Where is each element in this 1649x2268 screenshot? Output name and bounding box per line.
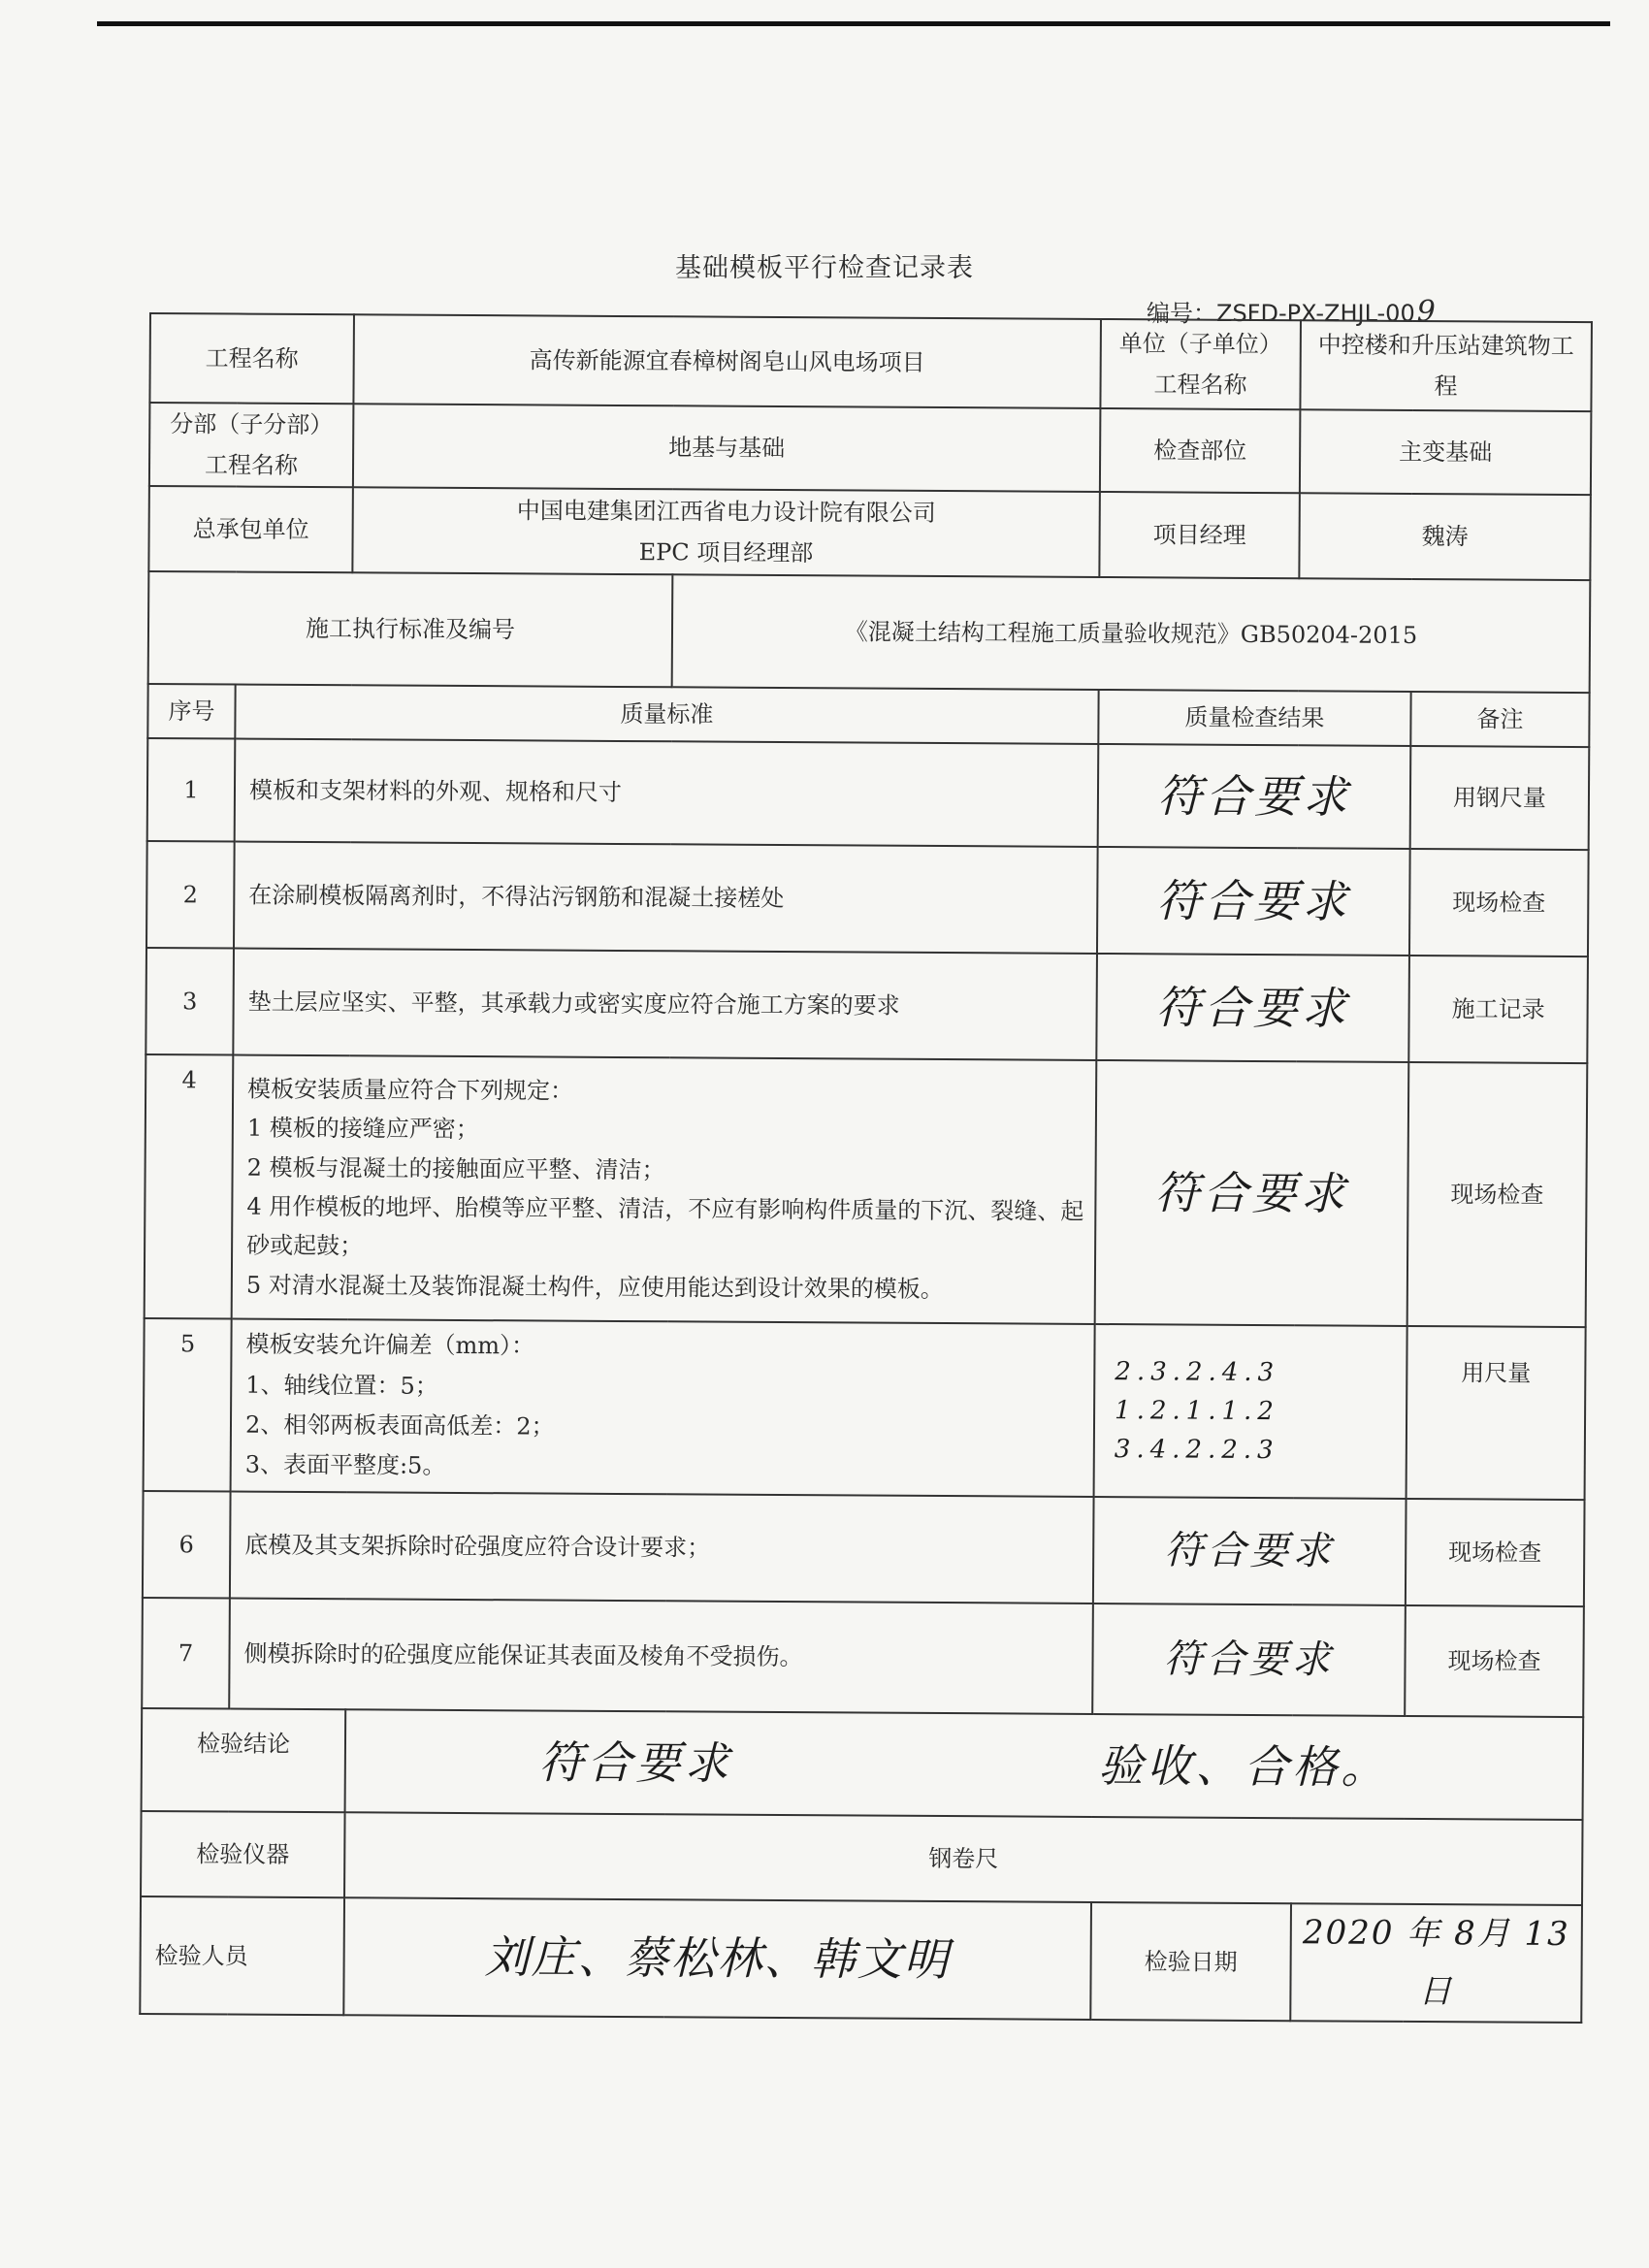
division-label: 分部（子分部） 工程名称 (149, 403, 354, 487)
conclusion-handwritten-2: 验收、合格。 (1098, 1738, 1390, 1794)
item-remark: 施工记录 (1408, 956, 1588, 1063)
column-remark: 备注 (1410, 692, 1589, 747)
standard-label: 施工执行标准及编号 (148, 571, 673, 687)
document-code-value: ZSFD-PX-ZHJL-00 (1216, 300, 1415, 327)
item-remark: 用钢尺量 (1410, 746, 1590, 850)
inspection-part-label: 检查部位 (1100, 408, 1301, 493)
inspector-handwritten: 刘庄、蔡松林、韩文明 (343, 1897, 1091, 2020)
inspector-label: 检验人员 (140, 1896, 344, 2015)
contractor-value: 中国电建集团江西省电力设计院有限公司 EPC 项目经理部 (352, 487, 1100, 577)
document-code-label: 编号： (1147, 300, 1216, 327)
item-standard: 垫土层应坚实、平整，其承载力或密实度应符合施工方案的要求 (233, 949, 1097, 1060)
table-row (146, 948, 1588, 1063)
item-remark: 现场检查 (1409, 849, 1589, 956)
division-value: 地基与基础 (353, 404, 1101, 492)
item-seq: 1 (147, 738, 236, 842)
table-row (145, 1054, 1588, 1327)
contractor-label: 总承包单位 (148, 486, 353, 572)
row-contractor (148, 486, 1591, 580)
item-result-handwritten: 符合要求 (1096, 954, 1409, 1062)
top-rule (97, 21, 1610, 26)
project-name-label: 工程名称 (149, 313, 354, 404)
item-standard: 模板安装允许偏差（mm）： 1、轴线位置：5； 2、相邻两板表面高低差：2； 3、表面平整度:5。 (231, 1319, 1095, 1497)
table-row (146, 841, 1589, 956)
table-row (143, 1491, 1585, 1606)
table-row (144, 1318, 1586, 1500)
item-remark: 用尺量 (1406, 1326, 1586, 1500)
item-result-handwritten: 2.3.2.4.3 1.2.1.1.2 3.4.2.2.3 (1094, 1324, 1407, 1499)
item-remark: 现场检查 (1407, 1062, 1588, 1327)
conclusion-cell (345, 1709, 1584, 1820)
item-remark: 现场检查 (1406, 1499, 1585, 1606)
item-result-handwritten: 符合要求 (1097, 847, 1410, 956)
inspection-part-value: 主变基础 (1300, 409, 1592, 495)
date-handwritten: 2020 年 8月 13 日 (1290, 1903, 1582, 2023)
instrument-value: 钢卷尺 (344, 1812, 1583, 1905)
item-result-handwritten: 符合要求 (1093, 1497, 1406, 1605)
row-inspector (140, 1896, 1582, 2023)
item-remark: 现场检查 (1405, 1605, 1584, 1717)
item-result-handwritten: 符合要求 (1095, 1060, 1409, 1326)
column-seq: 序号 (147, 684, 235, 739)
row-instrument (141, 1811, 1583, 1905)
item-result-handwritten: 符合要求 (1098, 744, 1411, 849)
row-standard (148, 571, 1591, 693)
item-standard: 底模及其支架拆除时砼强度应符合设计要求； (230, 1492, 1094, 1604)
unit-project-label: 单位（子单位） 工程名称 (1100, 319, 1301, 409)
item-standard: 侧模拆除时的砼强度应能保证其表面及棱角不受损伤。 (229, 1599, 1093, 1714)
item-seq: 4 (145, 1054, 234, 1319)
table-row (147, 738, 1590, 850)
item-seq: 3 (146, 948, 234, 1055)
conclusion-handwriting (356, 1722, 1572, 1807)
conclusion-label: 检验结论 (142, 1708, 346, 1812)
row-division (149, 403, 1591, 495)
row-column-headers (147, 684, 1589, 747)
column-result: 质量检查结果 (1098, 690, 1410, 746)
item-standard: 模板安装质量应符合下列规定： 1 模板的接缝应严密； 2 模板与混凝土的接触面应平整、清洁； 4 用作模板的地坪、胎模等应平整、清洁，不应有影响构件质量的下沉、裂缝、起砂或起鼓； 5 对清水混凝土及装饰混凝土构件，应使用能达到设计效果的模板。 (232, 1055, 1097, 1324)
item-standard: 在涂刷模板隔离剂时，不得沾污钢筋和混凝土接槎处 (234, 842, 1098, 954)
instrument-label: 检验仪器 (141, 1811, 345, 1897)
conclusion-handwritten-1: 符合要求 (538, 1735, 733, 1790)
inspection-form-table (139, 312, 1593, 2024)
column-standard: 质量标准 (235, 685, 1098, 744)
unit-project-value: 中控楼和升压站建筑物工程 (1300, 320, 1592, 411)
manager-value: 魏涛 (1299, 493, 1591, 580)
item-seq: 5 (144, 1318, 232, 1492)
document-code-handwritten-digit: 9 (1416, 295, 1436, 329)
row-conclusion (142, 1708, 1584, 1820)
date-label: 检验日期 (1090, 1902, 1291, 2021)
document-title: 基础模板平行检查记录表 (675, 253, 974, 283)
item-seq: 6 (143, 1491, 231, 1599)
item-seq: 7 (142, 1598, 230, 1709)
item-seq: 2 (146, 841, 235, 949)
manager-label: 项目经理 (1099, 492, 1300, 578)
standard-value: 《混凝土结构工程施工质量验收规范》GB50204-2015 (672, 574, 1591, 693)
project-name-value: 高传新能源宜春樟树阁皂山风电场项目 (353, 314, 1101, 408)
item-result-handwritten: 符合要求 (1092, 1604, 1406, 1716)
table-row (142, 1598, 1584, 1717)
item-standard: 模板和支架材料的外观、规格和尺寸 (235, 739, 1099, 847)
row-project (149, 313, 1592, 411)
